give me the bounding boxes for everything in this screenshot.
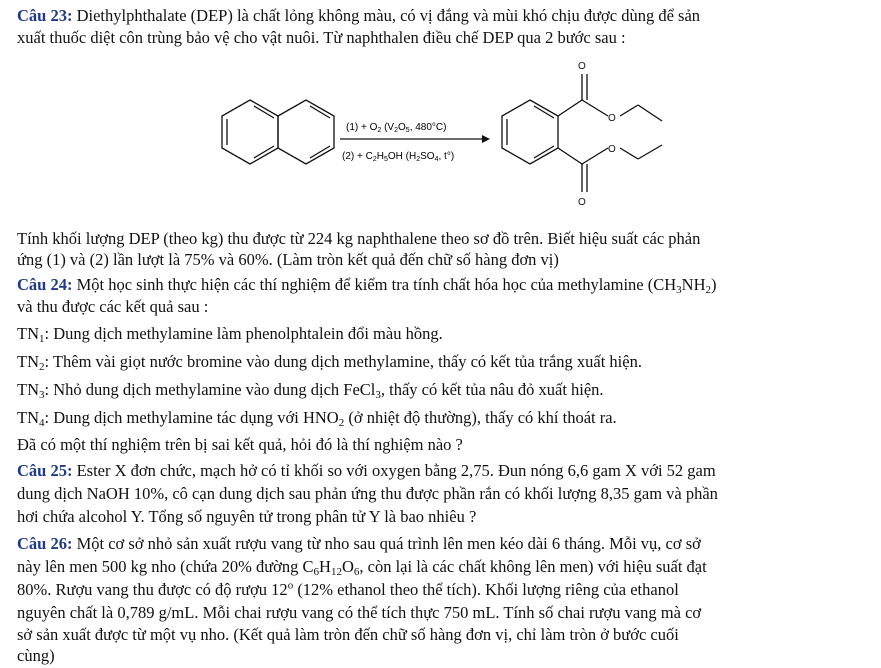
q24-tn3: $TN_3$: Nhỏ dung dịch methylamine vào dung dịch FeCl$_3$, thấy có kết tủa nâu đỏ xuất hiện. bbox=[17, 380, 604, 401]
q23-line-4: ứng (1) và (2) lần lượt là 75% và 60%. (Làm tròn kết quả đến chữ số hàng đơn vị) bbox=[17, 250, 559, 269]
ester-o-bottom: O bbox=[608, 144, 616, 155]
q25-line-1: Câu 25: Ester X đơn chức, mạch hở có tỉ khối so với oxygen bằng 2,75. Đun nóng 6,6 gam X với 52 gam bbox=[17, 461, 716, 480]
dep-structure bbox=[502, 74, 662, 192]
carbonyl-o-top: O bbox=[578, 61, 586, 72]
q24-line-1: Câu 24: Một học sinh thực hiện các thí nghiệm để kiểm tra tính chất hóa học của methylamine $(CH_3NH_2)$ bbox=[17, 275, 717, 296]
q26-line-1: Câu 26: Một cơ sở nhỏ sản xuất rượu vang từ nho sau quá trình lên men kéo dài 6 tháng. Mỗi vụ, cơ sở bbox=[17, 534, 701, 553]
q26-line-5: sở sản xuất được từ một vụ nho. (Kết quả làm tròn đến chữ số hàng đơn vị, chỉ làm tròn ở bước cuối bbox=[17, 625, 679, 644]
q26-line-3: 80%. Rượu vang thu được có độ rượu 12$^o$ (12% ethanol theo thể tích). Khối lượng riêng của ethanol bbox=[17, 579, 679, 599]
q26-line-6: cùng) bbox=[17, 646, 55, 665]
naphthalene-structure bbox=[222, 100, 334, 164]
q23-line-3: Tính khối lượng DEP (theo kg) thu được từ 224 kg naphthalene theo sơ đồ trên. Biết hiệu suất các phản bbox=[17, 229, 701, 248]
q25-line-2: dung dịch NaOH 10%, cô cạn dung dịch sau phản ứng thu được phần rắn có khối lượng 8,35 gam và phần bbox=[17, 484, 718, 503]
reaction-arrow bbox=[340, 135, 490, 143]
q25-line-3: hơi chứa alcohol Y. Tổng số nguyên tử trong phân tử Y là bao nhiêu ? bbox=[17, 507, 477, 526]
q24-tn1: $TN_1$: Dung dịch methylamine làm phenolphtalein đổi màu hồng. bbox=[17, 324, 443, 345]
condition-step-1: $(1) + O_2$ ($V_2O_5$, 480°C) bbox=[346, 122, 447, 134]
carbonyl-o-bottom: O bbox=[578, 197, 586, 208]
q24-line-3: Đã có một thí nghiệm trên bị sai kết quả, hỏi đó là thí nghiệm nào ? bbox=[17, 435, 463, 454]
q25-label: Câu 25: bbox=[17, 461, 73, 480]
q23-line-1 bbox=[17, 6, 867, 26]
q26-line-4: nguyên chất là 0,789 g/mL. Mỗi chai rượu vang có thể tích thực 750 mL. Tính số chai rượu vang mà cơ bbox=[17, 603, 702, 622]
q24-label: Câu 24: bbox=[17, 275, 73, 294]
q26-line-2: này lên men 500 kg nho (chứa 20% đường $C_6H_{12}O_6$, còn lại là các chất không lên men) với hiệu suất đạt bbox=[17, 557, 707, 578]
q23-line-2: xuất thuốc diệt côn trùng bảo vệ cho vật nuôi. Từ naphthalen điều chế DEP qua 2 bước sau : bbox=[17, 28, 626, 47]
q24-tn4: $TN_4$: Dung dịch methylamine tác dụng với $HNO_2$ (ở nhiệt độ thường), thấy có khí thoát ra. bbox=[17, 408, 617, 429]
dep-synthesis-scheme bbox=[190, 55, 710, 220]
q23-text-1: Diethylphthalate (DEP) là chất lỏng không màu, có vị đắng và mùi khó chịu được dùng để sản bbox=[76, 6, 701, 25]
q24-line-2: và thu được các kết quả sau : bbox=[17, 297, 209, 316]
condition-step-2: $(2) + C_2H_5OH$ ($H_2SO_4$, t°) bbox=[342, 151, 455, 163]
q24-tn2: $TN_2$: Thêm vài giọt nước bromine vào dung dịch methylamine, thấy có kết tủa trắng xuất hiện. bbox=[17, 352, 642, 373]
ester-o-top: O bbox=[608, 113, 616, 124]
q26-label: Câu 26: bbox=[17, 534, 73, 553]
q23-label: Câu 23: bbox=[17, 6, 73, 25]
